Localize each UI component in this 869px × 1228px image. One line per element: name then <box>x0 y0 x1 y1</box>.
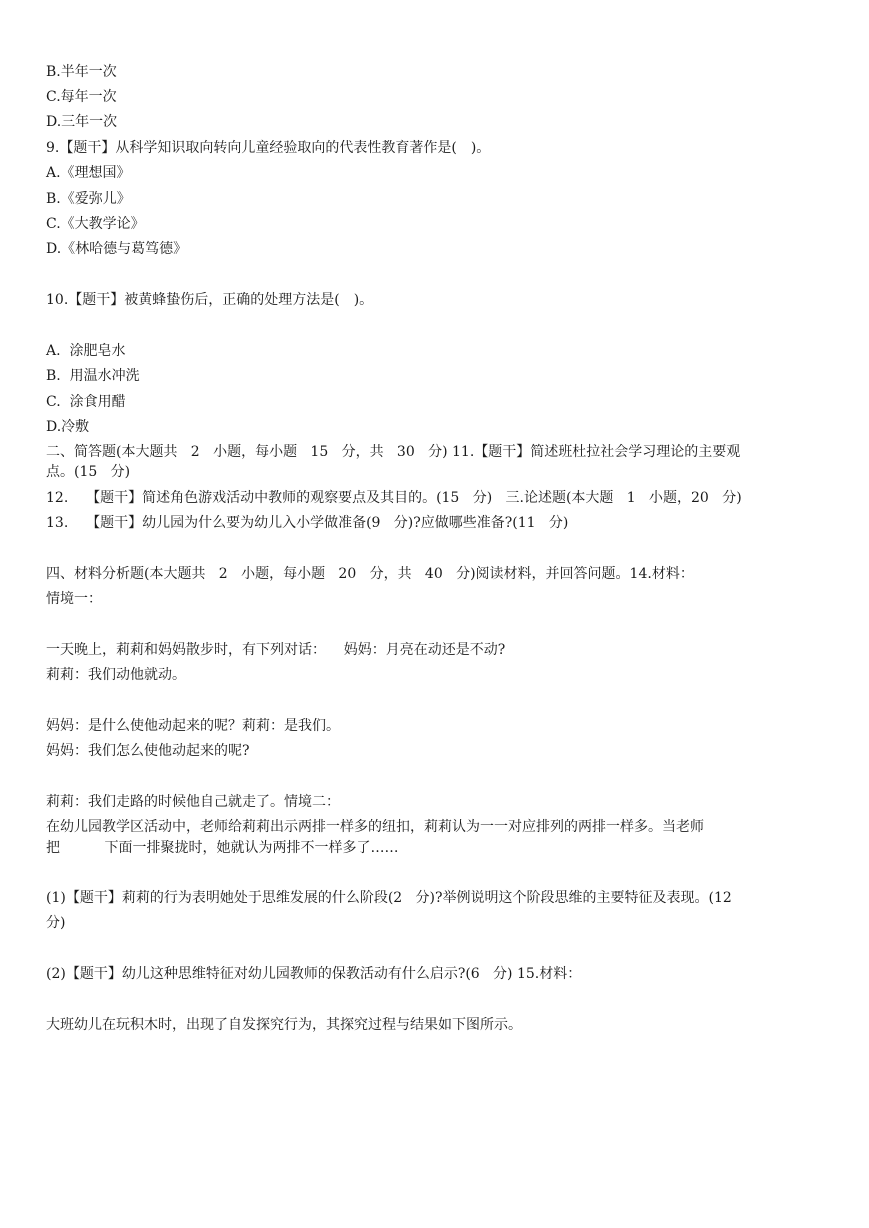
option-d-three-years: D.三年一次 <box>46 114 118 130</box>
section-2-heading-q11: 二、简答题(本大题共 2 小题，每小题 15 分，共 30 分) 11.【题干】简述班杜拉社会学习理论的主要观 <box>46 444 741 460</box>
scenario-2-text: 在幼儿园教学区活动中，老师给莉莉出示两排一样多的纽扣，莉莉认为一一对应排列的两排一样多。当老师 <box>46 819 704 835</box>
dialogue-line-2: 莉莉：我们动他就动。 <box>46 667 186 683</box>
question-9-stem: 9.【题干】从科学知识取向转向儿童经验取向的代表性教育著作是( )。 <box>46 140 491 156</box>
question-10-option-c: C. 涂食用醋 <box>46 394 126 410</box>
dialogue-line-4: 妈妈：我们怎么使他动起来的呢? <box>46 743 250 759</box>
question-10-stem: 10.【题干】被黄蜂蛰伤后，正确的处理方法是( )。 <box>46 292 374 308</box>
section-4-heading: 四、材料分析题(本大题共 2 小题，每小题 20 分，共 40 分)阅读材料，并回答问题。14.材料： <box>46 566 694 582</box>
question-10-option-b: B. 用温水冲洗 <box>46 368 140 384</box>
question-12-section-3: 12. 【题干】简述角色游戏活动中教师的观察要点及其目的。(15 分) 三.论述题(本大题 1 小题，20 分) <box>46 490 742 506</box>
option-b-half-year: B.半年一次 <box>46 64 117 80</box>
question-14-2-q15: (2)【题干】幼儿这种思维特征对幼儿园教师的保教活动有什么启示?(6 分) 15.材料： <box>46 966 582 982</box>
question-9-option-d: D.《林哈德与葛笃德》 <box>46 241 188 257</box>
dialogue-line-3: 妈妈：是什么使他动起来的呢？莉莉：是我们。 <box>46 718 340 734</box>
material-15-text: 大班幼儿在玩积木时，出现了自发探究行为，其探究过程与结果如下图所示。 <box>46 1017 522 1033</box>
question-9-option-c: C.《大教学论》 <box>46 216 145 232</box>
dialogue-line-5-scenario-2: 莉莉：我们走路的时候他自己就走了。情境二： <box>46 794 340 810</box>
option-c-yearly: C.每年一次 <box>46 89 117 105</box>
scenario-1-label: 情境一： <box>46 591 102 607</box>
question-14-1-continued: 分) <box>46 915 66 931</box>
scenario-2-text-continued: 把 下面一排聚拢时，她就认为两排不一样多了…… <box>46 840 399 856</box>
question-9-option-b: B.《爱弥儿》 <box>46 191 131 207</box>
question-14-1: (1)【题干】莉莉的行为表明她处于思维发展的什么阶段(2 分)?举例说明这个阶段思维的主要特征及表现。(12 <box>46 890 732 906</box>
question-10-option-d: D.冷敷 <box>46 419 90 435</box>
question-11-continued: 点。(15 分) <box>46 464 131 480</box>
question-13: 13. 【题干】幼儿园为什么要为幼儿入小学做准备(9 分)?应做哪些准备?(11 分) <box>46 515 569 531</box>
dialogue-line-1: 一天晚上，莉莉和妈妈散步时，有下列对话： 妈妈：月亮在动还是不动? <box>46 642 506 658</box>
question-9-option-a: A.《理想国》 <box>46 165 131 181</box>
question-10-option-a: A. 涂肥皂水 <box>46 343 126 359</box>
